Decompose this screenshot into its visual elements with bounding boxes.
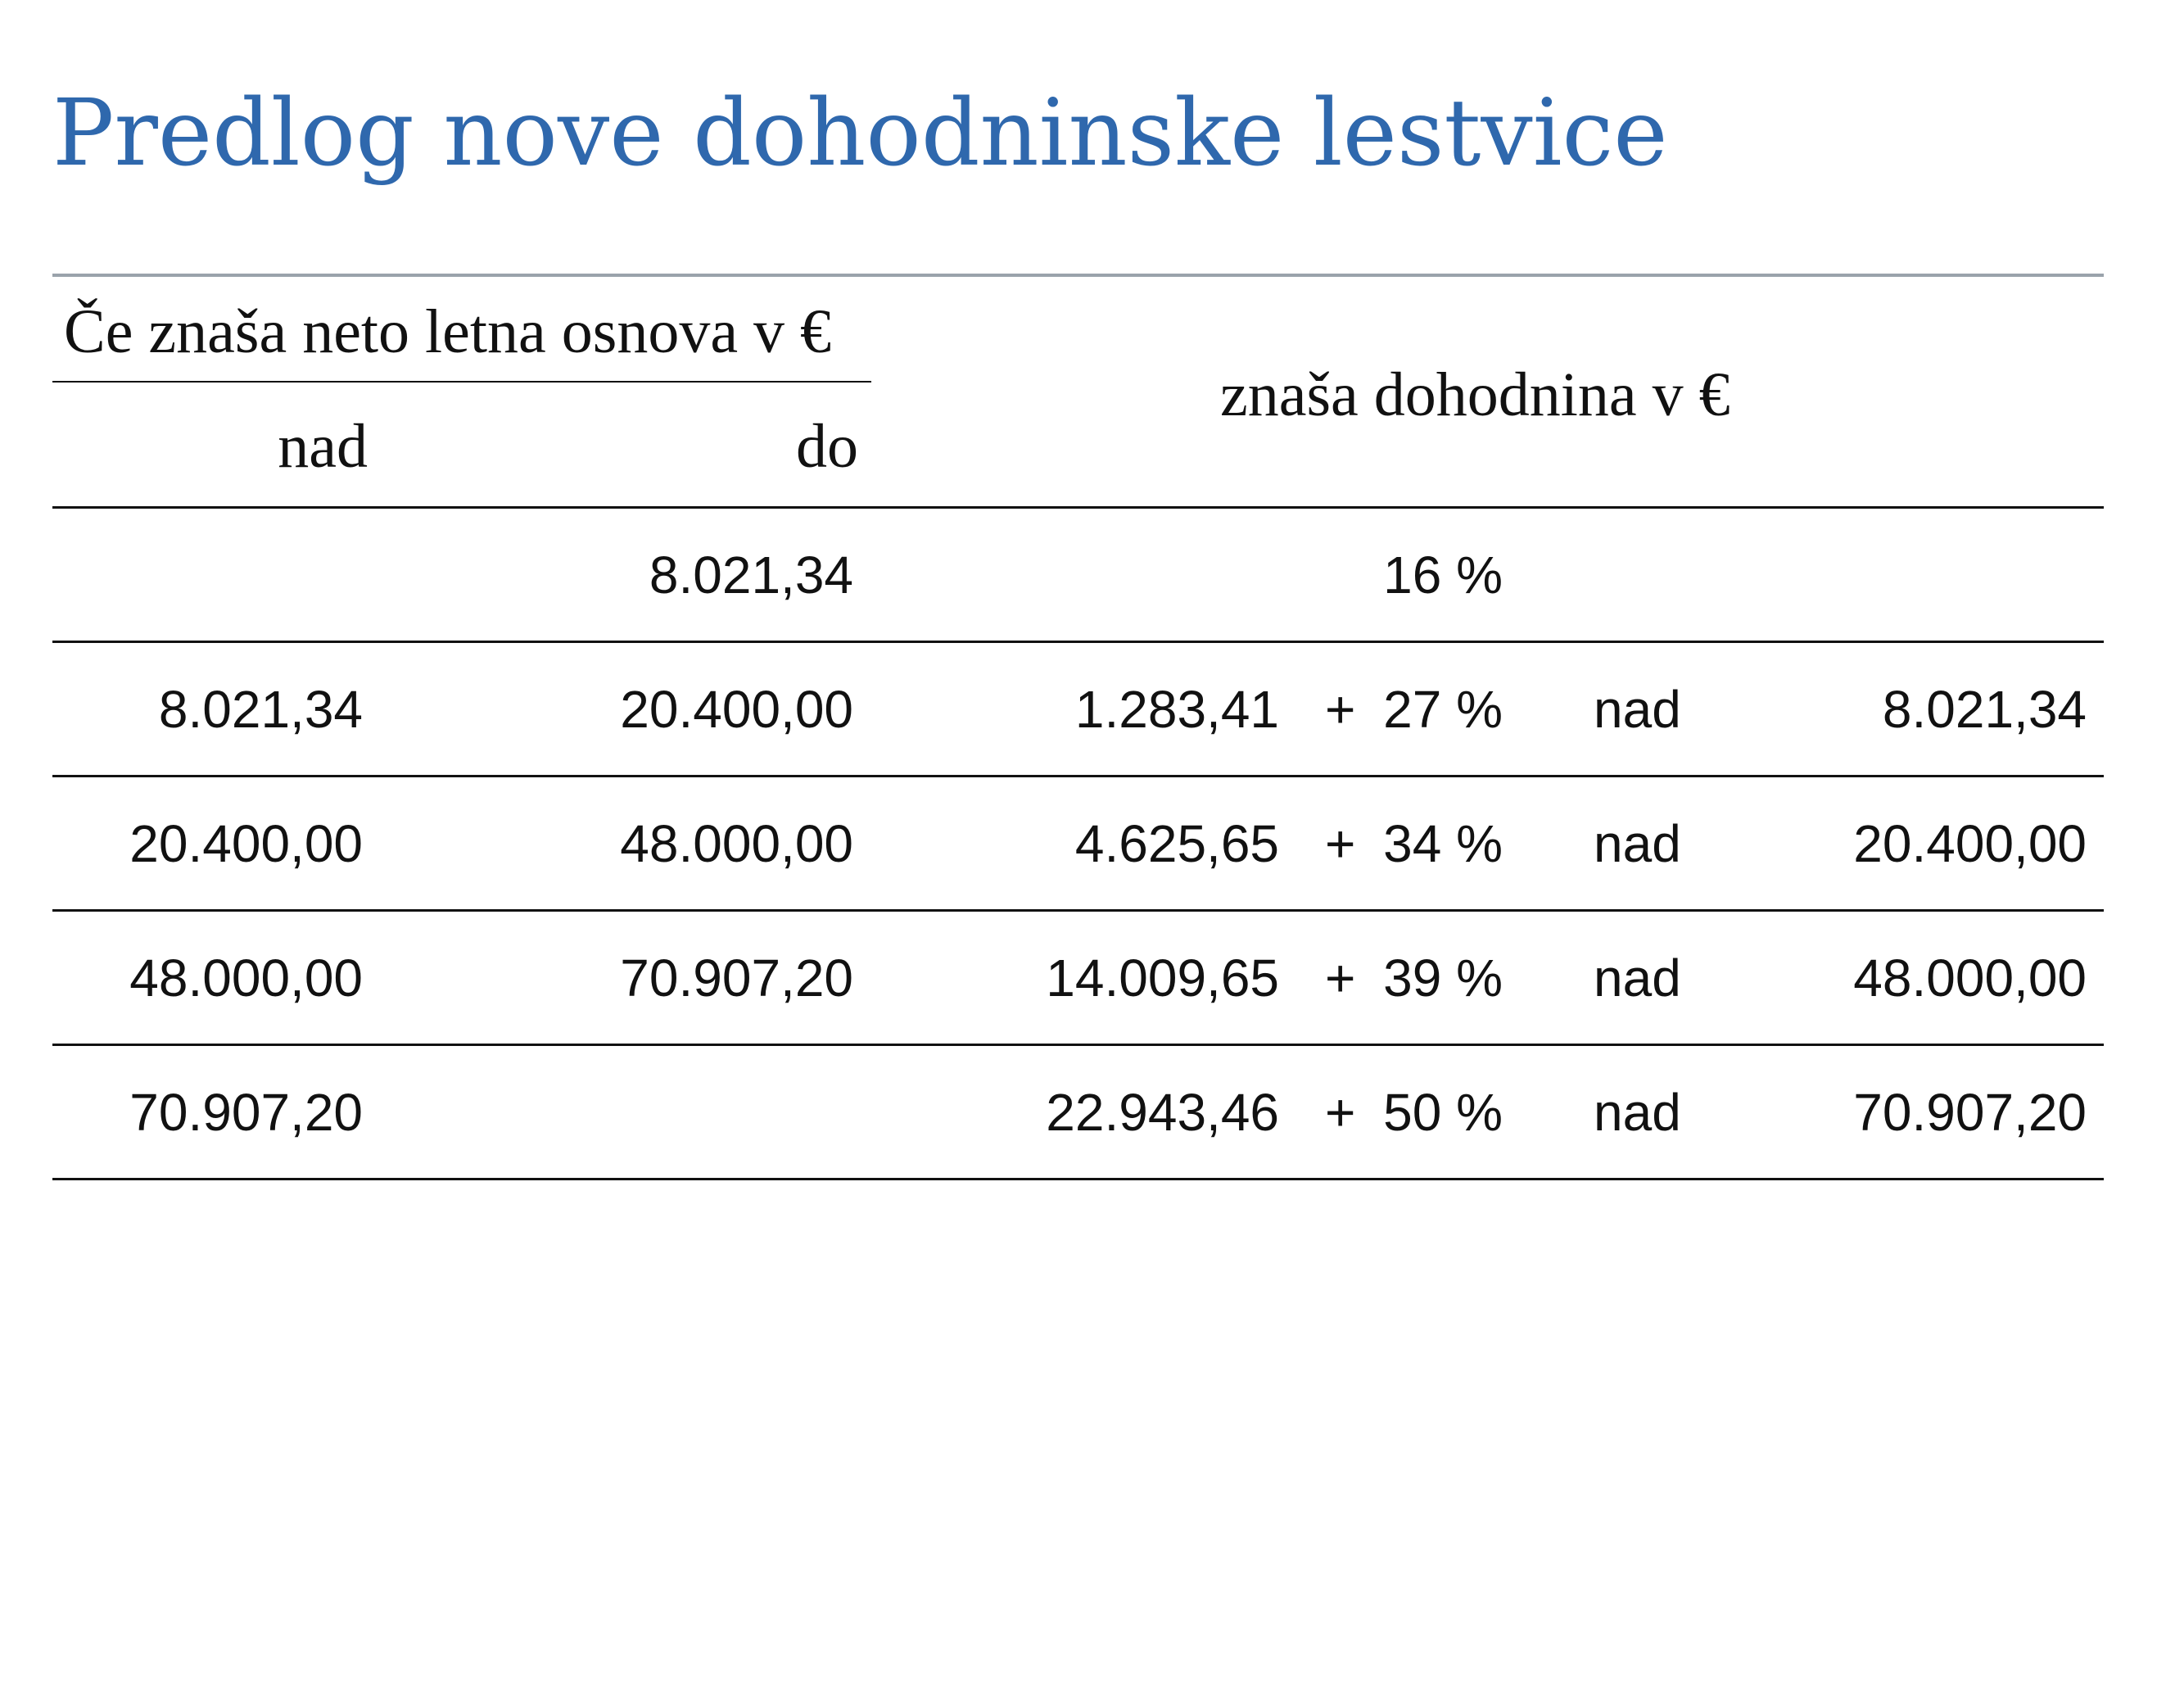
cell-to: 48.000,00 <box>620 814 853 873</box>
cell-to: 8.021,34 <box>649 546 853 604</box>
table-row <box>0 1045 2184 1180</box>
table-row <box>0 642 2184 777</box>
cell-rate: 50 % <box>1383 1083 1503 1142</box>
cell-rate: 27 % <box>1383 680 1503 739</box>
cell-over: nad <box>1594 949 1681 1007</box>
cell-base-tax: 14.009,65 <box>1046 949 1279 1007</box>
cell-plus: + <box>1325 814 1356 873</box>
column-header-to: do <box>796 412 858 481</box>
cell-to: 20.400,00 <box>620 680 853 739</box>
table-bottom-rule <box>52 1178 2104 1180</box>
cell-plus: + <box>1325 1083 1356 1142</box>
column-header-from: nad <box>278 412 368 481</box>
column-header-tax: znaša dohodnina v € <box>1220 360 1730 429</box>
cell-base-tax: 1.283,41 <box>1074 680 1279 739</box>
cell-from: 70.907,20 <box>129 1083 363 1142</box>
cell-base-tax: 4.625,65 <box>1074 814 1279 873</box>
income-base-group-header: Če znaša neto letna osnova v € <box>64 297 832 366</box>
cell-threshold: 20.400,00 <box>1853 814 2087 873</box>
cell-to: 70.907,20 <box>620 949 853 1007</box>
cell-threshold: 70.907,20 <box>1853 1083 2087 1142</box>
table-row <box>0 911 2184 1045</box>
cell-plus: + <box>1325 949 1356 1007</box>
cell-rate: 16 % <box>1383 546 1503 604</box>
cell-over: nad <box>1594 1083 1681 1142</box>
page-title: Predlog nove dohodninske lestvice <box>52 80 1668 187</box>
cell-plus: + <box>1325 680 1356 739</box>
cell-from: 20.400,00 <box>129 814 363 873</box>
cell-from: 48.000,00 <box>129 949 363 1007</box>
group-header-rule <box>52 381 871 383</box>
cell-over: nad <box>1594 680 1681 739</box>
cell-rate: 34 % <box>1383 814 1503 873</box>
cell-from: 8.021,34 <box>158 680 363 739</box>
cell-threshold: 8.021,34 <box>1882 680 2087 739</box>
table-row <box>0 777 2184 911</box>
cell-threshold: 48.000,00 <box>1853 949 2087 1007</box>
cell-over: nad <box>1594 814 1681 873</box>
table-top-rule <box>52 274 2104 277</box>
cell-base-tax: 22.943,46 <box>1046 1083 1279 1142</box>
cell-rate: 39 % <box>1383 949 1503 1007</box>
table-row <box>0 508 2184 642</box>
